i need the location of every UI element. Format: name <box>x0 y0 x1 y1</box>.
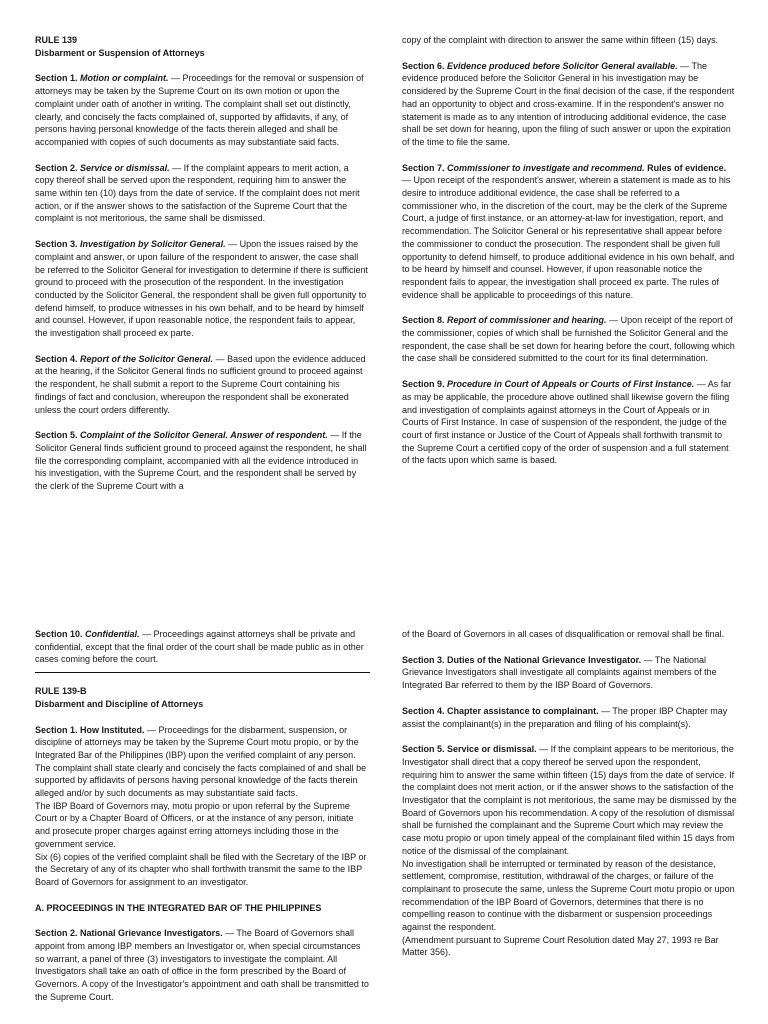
section-paragraph <box>402 60 737 149</box>
section-paragraph <box>35 238 370 340</box>
section-body: — Upon receipt of the respondent's answer, wherein a statement is made as to his desire to introduce additional evidence, the case shall be referred to a commissioner who, in the discretion of the court, may be the clerk of the Supreme Court, a judge of first instance, or an attorney-at-law for investigation, report, and recommendation. The Solicitor General or his representative shall appear before the commissioner to conduct the prosecution. The respondent shall be given full opportunity to defend himself, to produce additional evidence in his own behalf, and to be heard by himself and counsel. However, if upon reasonable notice the respondent fails to appear, the investigation shall proceed ex parte. The rules of evidence shall be applicable to proceedings of this nature. <box>402 175 735 300</box>
section-title: Investigation by Solicitor General. <box>80 239 226 250</box>
section-body: — Upon the issues raised by the complaint and answer, or upon failure of the respondent to answer, the case shall be referred to the Solicitor General for investigation to determine if there is sufficient ground to proceed with the prosecution of the respondent. In the investigation conducted by the Solicitor General, the respondent shall be given full opportunity to defend himself, to produce witnesses in his own behalf, and to be heard by himself and counsel. However, if upon reasonable notice, the respondent fails to appear, the investigation shall proceed ex parte. <box>35 239 369 339</box>
section-label: Section 4. <box>35 353 78 364</box>
section-label: Section 1. <box>35 724 78 735</box>
section-paragraph <box>35 724 370 800</box>
section-label: Section 1. <box>35 73 78 84</box>
section-paragraph <box>402 743 737 857</box>
section-title: Procedure in Court of Appeals or Courts of First Instance. <box>447 379 695 390</box>
section-label: Section 8. <box>402 315 445 326</box>
section-title: Commissioner to investigate and recommend. <box>447 162 645 173</box>
section-paragraph <box>402 314 737 365</box>
section-paragraph <box>402 654 737 692</box>
section-label: Section 5. <box>35 430 78 441</box>
section-label: Section 10. <box>35 629 83 639</box>
section-title: How Instituted. <box>80 724 145 735</box>
left-column <box>35 34 370 506</box>
section-paragraph <box>402 705 737 730</box>
part-heading: A. PROCEEDINGS IN THE INTEGRATED BAR OF THE PHILIPPINES <box>35 902 322 913</box>
section-divider <box>35 672 370 673</box>
continuation-text: of the Board of Governors in all cases of disqualification or removal shall be final. <box>402 629 725 639</box>
amendment-note: (Amendment pursuant to Supreme Court Resolution dated May 27, 1993 re Bar Matter 356). <box>402 934 719 958</box>
rule-title: Disbarment and Discipline of Attorneys <box>35 698 204 709</box>
section-label: Section 7. <box>402 162 445 173</box>
section-title: Service or dismissal. <box>447 744 537 755</box>
section-title: Complaint of the Solicitor General. Answer of respondent. <box>80 430 328 441</box>
section-paragraph <box>402 162 737 302</box>
left-column <box>35 628 370 1017</box>
section-label: Section 2. <box>35 162 78 173</box>
section-label: Section 5. <box>402 744 445 755</box>
section-body: — If the complaint appears to merit action, a copy thereof shall be served upon the respondent, requiring him to answer the same within ten (10) days from the date of service. If the complaint does not merit action, or if the answer shows to the satisfaction of the Supreme Court that the complaint is not meritorious, the same shall be dismissed. <box>35 162 360 224</box>
section-title: Duties of the National Grievance Investigator. <box>447 654 642 665</box>
rule-title: Disbarment or Suspension of Attorneys <box>35 47 205 58</box>
section-label: Section 2. <box>35 928 78 939</box>
section-title: Confidential. <box>85 629 140 639</box>
section-paragraph <box>402 378 737 467</box>
section-title: Evidence produced before Solicitor General available. <box>447 60 678 71</box>
section-label: Section 9. <box>402 379 445 390</box>
section-paragraph <box>35 162 370 226</box>
body-paragraph: Six (6) copies of the verified complaint shall be filed with the Secretary of the IBP or the Secretary of any of its chapter who shall forthwith transmit the same to the IBP Board of Governors for assignment to an investigator. <box>35 851 367 887</box>
right-column <box>402 628 737 959</box>
section-body: — Based upon the evidence adduced at the hearing, if the Solicitor General finds no sufficient ground to proceed against the respondent, he shall submit a report to the Supreme Court containing his findings of fact and conclusion, whereupon the respondent shall be exonerated unless the court orders differently. <box>35 353 366 415</box>
section-title: Service or dismissal. <box>80 162 170 173</box>
section-body: — Proceedings against attorneys shall be private and confidential, except that the final order of the court shall be made public as in other cases coming before the court. <box>35 629 364 665</box>
section-body: — The Board of Governors shall appoint from among IBP members an Investigator or, when special circumstances so warrant, a panel of three (3) investigators to investigate the complaint. All Investigators shall take an oath of office in the form prescribed by the Board of Governors. A copy of the Investigator's appointment and oath shall be transmitted to the Supreme Court. <box>35 928 369 1002</box>
rule-number: RULE 139-B <box>35 686 87 697</box>
section-body: — Proceedings for the removal or suspension of attorneys may be taken by the Supreme Court on its own motion or upon the complaint under oath of another in writing. The complaint shall set out distinctly, clearly, and concisely the facts complained of, supported by affidavits, if any, of persons having personal knowledge of the facts therein alleged and shall be accompanied with copies of such documents as may substantiate said facts. <box>35 73 364 147</box>
section-body: — If the complaint appears to be meritorious, the Investigator shall direct that a copy thereof be served upon the respondent, requiring him to answer the same within fifteen (15) days from the date of service. If the complaint does not merit action, or if the answer shows to the satisfaction of the Investigator that the complaint is not meritorious, the same may be dismissed by the Board of Governors upon his recommendation. A copy of the resolution of dismissal shall be furnished the complainant and the Supreme Court which may review the case motu propio or upon timely appeal of the complainant filed within 15 days from notice of the dismissal of the complainant. <box>402 744 737 856</box>
section-paragraph <box>35 353 370 417</box>
section-body: — The National Grievance Investigators shall investigate all complaints against members of the Integrated Bar referred to them by the IBP Board of Governors. <box>402 654 717 691</box>
continuation-text: copy of the complaint with direction to answer the same within fifteen (15) days. <box>402 35 719 45</box>
section-label: Section 3. <box>35 239 78 250</box>
section-title: Motion or complaint. <box>80 73 169 84</box>
section-body: — Proceedings for the disbarment, suspension, or discipline of attorneys may be taken by the Supreme Court motu propio, or by the Integrated Bar of the Philippines (IBP) upon the verified complaint of any person. The complaint shall state clearly and concisely the facts complained of and shall be supported by affidavits of persons having personal knowledge of the facts therein alleged and/or by such documents as may substantiate said facts. <box>35 724 367 799</box>
section-paragraph <box>35 429 370 493</box>
section-paragraph <box>35 72 370 148</box>
right-column <box>402 34 737 480</box>
section-label: Section 6. <box>402 60 445 71</box>
section-body: — Upon receipt of the report of the commissioner, copies of which shall be furnished the Solicitor General and the respondent, the case shall be set down for hearing before the court, following which the case shall be considered submitted to the court for its final determination. <box>402 315 735 364</box>
body-paragraph: The IBP Board of Governors may, motu propio or upon referral by the Supreme Court or by a Chapter Board of Officers, or at the instance of any person, initiate and prosecute proper charges against erring attorneys including those in the government service. <box>35 800 354 849</box>
section-label: Section 3. <box>402 654 445 665</box>
body-paragraph: No investigation shall be interrupted or terminated by reason of the desistance, settlement, compromise, restitution, withdrawal of the charges, or failure of the complainant to prosecute the same, unless the Supreme Court motu propio or upon recommendation of the IBP Board of Governors, determines that there is no compelling reason to continue with the disbarment or suspension proceedings against the respondent. <box>402 858 735 933</box>
rule-number: RULE 139 <box>35 35 78 45</box>
section-body: — The evidence produced before the Solicitor General in his investigation may be considered by the Supreme Court in the final decision of the case, if the respondent had an opportunity to object and cross-examine. If in the respondent's answer no statement is made as to any intention of introducing additional evidence, the case shall be set down for hearing, upon the filing of such answer or upon the expiration of the time to file the same. <box>402 60 735 147</box>
document-page-bottom <box>0 618 768 1024</box>
section-body: — If the Solicitor General finds sufficient ground to proceed against the respondent, he shall file the corresponding complaint, accompanied with all the evidence introduced in his investigation, with the Supreme Court, and the respondent shall be served by the clerk of the Supreme Court with a <box>35 430 367 492</box>
section-title: National Grievance Investigators. <box>80 928 223 939</box>
section-paragraph <box>35 927 370 1003</box>
section-title: Chapter assistance to complainant. <box>447 705 599 716</box>
section-paragraph <box>35 628 370 666</box>
section-body: — As far as may be applicable, the procedure above outlined shall likewise govern the filing and investigation of complaints against attorneys in the Court of Appeals or in Courts of First Instance. In case of suspension of the respondent, the judge of the court of first instance or Justice of the Court of Appeals shall forthwith transmit to the Supreme Court a certified copy of the order of suspension and a full statement of the facts upon which same is based. <box>402 379 732 466</box>
section-label: Section 4. <box>402 705 445 716</box>
section-title: Report of the Solicitor General. <box>80 353 214 364</box>
section-body: — The proper IBP Chapter may assist the complainant(s) in the preparation and filing of his complaint(s). <box>402 705 728 729</box>
section-title: Report of commissioner and hearing. <box>447 315 607 326</box>
section-subtitle: Rules of evidence. <box>644 162 727 173</box>
